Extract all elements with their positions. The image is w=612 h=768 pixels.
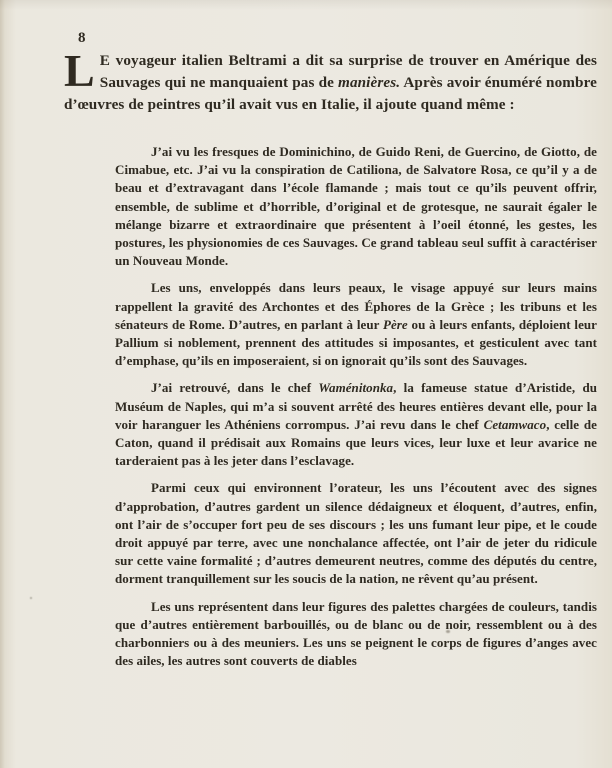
text-segment: Parmi ceux qui environnent l’orateur, les uns l’écoutent avec des signes d’approbation, d’autres gardent un silence dédaigneux et éloquent, d’autres, enfin, ont l’air de s’occuper fort peu de ses discours ; les uns fumant leur pipe, et le coude droit appuyé par terre, avec une nonchalance affectée, ont l’air de jeter du ridicule sur cette vaine formalité ; d’autres demeurent neutres, comme des députés du centre, dorment tranquillement sur les soucis de la nation, ne rêvent qu’au présent. (115, 480, 597, 587)
quote-paragraph (115, 379, 597, 470)
scan-speck (30, 597, 32, 599)
intro-paragraph (64, 45, 597, 115)
scan-speck (446, 630, 450, 633)
text-segment: , la fameuse statue d’Aristide, du Muséum de Naples, qui m’a si souvent arrêté des heures entières devant elle, pour la voir haranguer les Athéniens corrompus. J’ai revu dans le chef (115, 380, 598, 432)
text-segment: Les uns représentent dans leur figures des palettes chargées de couleurs, tandis que d’autres entièrement barbouillés, ou de blanc ou de noir, ressemblent ou à des charbonniers ou à des meuniers. Les uns se peignent le corps de figures d’anges avec des ailes, les autres sont couverts de diables (115, 598, 597, 669)
quoted-passage (115, 143, 597, 679)
text-segment: J’ai vu les fresques de Dominichino, de Guido Reni, de Guercino, de Giotto, de Cimabue, etc. J’ai vu la conspiration de Catiliona, de Salvatore Rosa, ce qu’il y a de beau et d’extravagant dans l’école flamande ; mais tout ce qu’ils peuvent offrir, ensemble, de sublime et d’horrible, d’original et de grotesque, ne saurait égaler le mélange bizarre et extraordinaire que présentent à l’oeil étonné, les gestes, les postures, les physionomies de ces Sauvages. Ce grand tableau seul suffit à caractériser un Nouveau Monde. (115, 144, 597, 269)
text-segment: E voyageur italien Beltrami a dit sa surprise de trouver en Amérique des Sauvages qui ne manquaient pas de (99, 52, 597, 91)
text-segment: Les uns, enveloppés dans leurs peaux, le visage appuyé sur leurs mains rappellent la gravité des Archontes et des Éphores de la Grèce ; les tribuns et les sénateurs de Rome. D’autres, en parlant à leur (115, 280, 597, 332)
quote-paragraph (115, 598, 597, 671)
italic-term: Cetamwaco (483, 416, 547, 432)
text-segment: , celle de Caton, quand il prédisait aux Romains que leurs vices, leur luxe et leur avarice ne tarderaient pas à les jeter dans l’esclavage. (115, 416, 597, 469)
text-segment: J’ai retrouvé, dans le chef (151, 380, 319, 396)
dropcap-letter: L (64, 45, 95, 96)
text-segment: Après avoir énuméré nombre d’œuvres de peintres qu’il avait vus en Italie, il ajoute quand même : (64, 73, 597, 113)
quote-paragraph (115, 479, 597, 588)
italic-term: manières. (338, 73, 401, 91)
quote-paragraph (115, 143, 597, 270)
italic-term: Waménitonka (318, 380, 394, 396)
text-segment: ou à leurs enfants, déploient leur Pallium si noblement, prennent des attitudes si imposantes, et gesticulent avec tant d’emphase, qu’ils en imposeraient, si on ignorait qu’ils sont des Sauvages. (115, 316, 597, 369)
intro-text (64, 45, 597, 113)
italic-term: Père (382, 316, 408, 332)
quote-paragraph (115, 279, 597, 370)
page-number: 8 (78, 30, 86, 46)
